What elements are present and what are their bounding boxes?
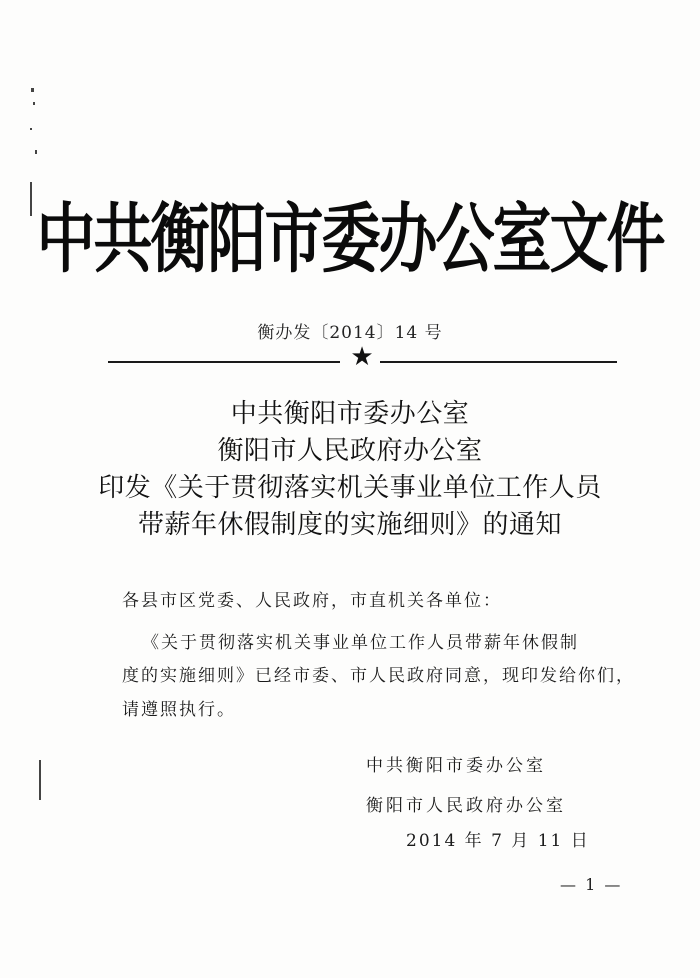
document-number: 衡办发〔2014〕14 号 bbox=[257, 323, 443, 343]
document-header: 中共衡阳市委办公室文件 bbox=[36, 194, 664, 283]
page-number: — 1 — bbox=[560, 875, 623, 894]
title-line: 衡阳市人民政府办公室 bbox=[217, 436, 483, 466]
scan-artifact bbox=[30, 128, 32, 130]
title-line: 中共衡阳市委办公室 bbox=[230, 399, 470, 429]
title-line: 带薪年休假制度的实施细则》的通知 bbox=[137, 510, 562, 540]
star-icon: ★ bbox=[350, 342, 374, 372]
salutation: 各县市区党委、人民政府，市直机关各单位： bbox=[122, 591, 502, 611]
notice-title bbox=[0, 396, 700, 544]
scan-artifact bbox=[39, 760, 41, 800]
header-rule-left bbox=[108, 361, 340, 363]
title-line: 印发《关于贯彻落实机关事业单位工作人员 bbox=[98, 473, 602, 503]
signatory: 衡阳市人民政府办公室 bbox=[366, 796, 566, 816]
scan-artifact bbox=[31, 88, 34, 92]
issue-date: 2014 年 7 月 11 日 bbox=[406, 831, 590, 851]
scan-artifact bbox=[33, 102, 35, 105]
header-rule-right bbox=[380, 361, 617, 363]
body-line: 度的实施细则》已经市委、市人民政府同意，现印发给你们， bbox=[122, 666, 635, 686]
scan-artifact bbox=[35, 150, 37, 154]
body-line: 请遵照执行。 bbox=[122, 700, 236, 720]
signatory: 中共衡阳市委办公室 bbox=[366, 756, 546, 776]
body-line: 《关于贯彻落实机关事业单位工作人员带薪年休假制 bbox=[142, 633, 579, 653]
